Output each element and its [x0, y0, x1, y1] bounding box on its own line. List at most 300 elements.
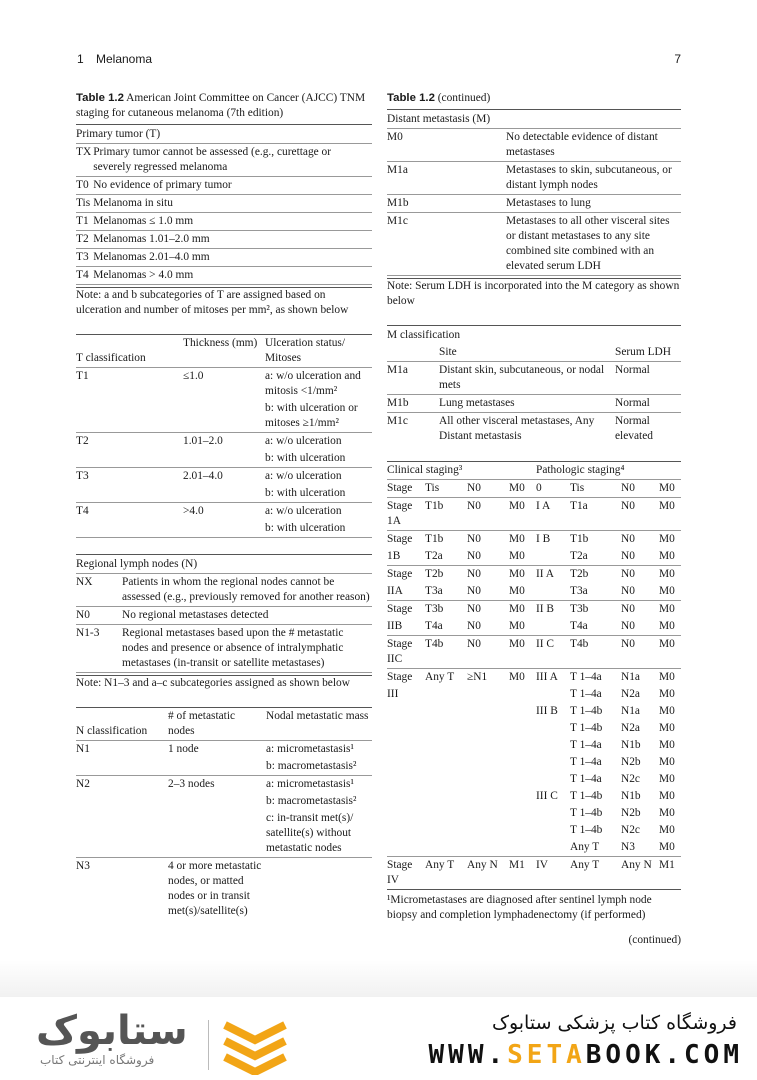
table-row [76, 213, 372, 231]
table-cell: N0 [467, 533, 481, 545]
table-cell: T3b [425, 603, 444, 615]
table-cell: M1a [387, 362, 439, 395]
table-cell: T4b [425, 636, 467, 669]
table-cell [183, 520, 265, 538]
table-cell: b: with ulceration [265, 450, 372, 468]
table-cell [183, 400, 265, 433]
table-cell [76, 793, 168, 810]
table-cell: M0 [509, 583, 536, 601]
note: Note: Serum LDH is incorporated into the M category as shown below [387, 280, 680, 307]
table-row [76, 574, 372, 607]
table-cell: M0 [659, 498, 681, 531]
url-suffix: BOOK.COM [585, 1040, 743, 1070]
table-row [76, 195, 372, 213]
table-cell: Any T [570, 859, 600, 871]
table-cell: b: with ulceration or mitoses ≥1/mm² [265, 400, 372, 433]
table-cell: Normal [615, 362, 681, 395]
table-cell [509, 686, 536, 703]
table-row [387, 720, 681, 737]
table-row [76, 433, 372, 451]
table-cell: Stage [387, 480, 425, 498]
table-cell: M0 [659, 688, 675, 700]
table-cell: M1 [509, 859, 525, 871]
table-cell: T3b [570, 603, 589, 615]
table-cell: T1b [425, 533, 444, 545]
table-cell: M0 [659, 807, 675, 819]
table-cell [387, 822, 425, 839]
table-cell: T2a [425, 548, 467, 566]
table-row [387, 583, 681, 601]
table-cell: NX [76, 574, 122, 607]
table-row [76, 758, 372, 776]
table-cell: b: with ulceration [265, 485, 372, 503]
table-cell: T0 [76, 177, 93, 195]
table-cell [509, 839, 536, 857]
table-cell: N0 [621, 568, 635, 580]
table-cell: III A [536, 671, 558, 683]
table-cell [536, 583, 570, 601]
logo-divider [208, 1020, 209, 1070]
table-cell [76, 810, 168, 858]
table-cell: III [387, 688, 399, 700]
table-cell [467, 805, 509, 822]
table-cell: M0 [659, 618, 681, 636]
table-cell: N0 [621, 533, 635, 545]
table-cell: N2a [621, 688, 640, 700]
table-cell: III C [536, 790, 558, 802]
table-cell: N1b [621, 739, 641, 751]
table-cell: Stage IIC [387, 636, 425, 669]
table-row [387, 669, 681, 687]
table-cell: Any N [467, 859, 498, 871]
table-row [387, 788, 681, 805]
chapter-number: 1 [77, 52, 84, 66]
table-cell: Any T [425, 859, 455, 871]
table-cell [536, 805, 570, 822]
table-cell: 2.01–4.0 [183, 470, 223, 482]
table-cell: No regional metastases detected [122, 607, 372, 625]
table-cell: T 1–4b [570, 722, 603, 734]
table-row [76, 400, 372, 433]
table-cell: a: w/o ulceration [265, 470, 342, 482]
table-cell: M1c [387, 415, 408, 427]
table-cell [387, 737, 425, 754]
table-cell: Stage [387, 533, 413, 545]
table-cell: T4 [76, 505, 89, 517]
table-cell: M0 [659, 603, 675, 615]
table-cell: b: macrometastasis² [266, 795, 357, 807]
table-cell: M0 [659, 839, 681, 857]
table-cell [168, 758, 266, 776]
table-cell: 1 node [168, 743, 199, 755]
table-cell: M0 [659, 824, 675, 836]
table-cell: N0 [621, 636, 659, 669]
section-heading: M classification [387, 329, 461, 341]
table-cell: IV [536, 859, 549, 871]
table-cell [425, 737, 467, 754]
table-cell [183, 485, 265, 503]
table-cell: M0 [509, 618, 536, 636]
table-cell: M0 [659, 533, 675, 545]
table-cell: M0 [659, 583, 681, 601]
table-row [387, 822, 681, 839]
table-cell [467, 839, 509, 857]
table-row [76, 520, 372, 538]
table-cell [425, 686, 467, 703]
table-row [387, 703, 681, 720]
table-cell: Metastases to lung [506, 195, 681, 213]
logo-subtitle: فروشگاه اینترنتی کتاب [40, 1053, 155, 1067]
table-cell [536, 737, 570, 754]
table-cell: Tis [425, 480, 467, 498]
table-caption [387, 91, 681, 106]
table-cell: N1 [76, 743, 90, 755]
table-cell: T4a [425, 618, 467, 636]
table-cell: T1b [425, 498, 467, 531]
table-cell: M1c [387, 213, 506, 276]
table-cell [425, 839, 467, 857]
staging-table [387, 461, 681, 890]
table-cell: M0 [659, 773, 675, 785]
table-row [387, 566, 681, 584]
shop-url[interactable] [429, 1040, 743, 1070]
table-cell: M0 [509, 533, 525, 545]
table-cell [536, 618, 570, 636]
table-cell: N1-3 [76, 625, 122, 673]
table-cell: T 1–4b [570, 807, 603, 819]
table-cell: T2a [570, 548, 621, 566]
table-cell: ≤1.0 [183, 370, 204, 382]
table-cell: ≥N1 [467, 671, 488, 683]
table-cell: T 1–4b [570, 705, 603, 717]
table-row [387, 737, 681, 754]
table-cell: N0 [467, 568, 481, 580]
table-cell [387, 771, 425, 788]
table-cell [536, 548, 570, 566]
column-header: Site [439, 344, 615, 362]
table-cell: T1a [570, 498, 621, 531]
table-row [76, 177, 372, 195]
table-cell: Lung metastases [439, 395, 615, 413]
table-cell: T4b [570, 636, 621, 669]
table-cell: Any T [570, 839, 621, 857]
table-cell: M1 [659, 859, 675, 871]
table-cell: N2b [621, 756, 641, 768]
table-cell: M1a [387, 162, 506, 195]
table-cell: N2a [621, 722, 640, 734]
note: Note: N1–3 and a–c subcategories assigned as shown below [76, 675, 372, 691]
table-cell: T 1–4a [570, 671, 602, 683]
table-row [387, 754, 681, 771]
table-cell: T3 [76, 470, 89, 482]
table-cell [536, 720, 570, 737]
table-cell [467, 771, 509, 788]
section-heading: Primary tumor (T) [76, 125, 372, 144]
table-cell: M0 [659, 568, 675, 580]
table-cell: All other visceral metastases, Any Distant metastasis [439, 415, 595, 442]
table-cell [425, 754, 467, 771]
table-cell: M1b [387, 395, 439, 413]
table-cell: M0 [509, 636, 536, 669]
table-cell: N0 [621, 583, 659, 601]
table-row [387, 805, 681, 822]
table-row [387, 771, 681, 788]
table-cell: M0 [509, 568, 525, 580]
table-cell [425, 805, 467, 822]
table-cell [76, 758, 168, 776]
m-classification-table [387, 325, 681, 445]
pathologic-staging-heading: Pathologic staging⁴ [536, 462, 681, 480]
table-cell: T 1–4a [570, 773, 602, 785]
table-cell: N0 [621, 498, 659, 531]
table-cell [168, 810, 266, 858]
table-cell: Normal [615, 395, 681, 413]
page-number: 7 [674, 52, 681, 66]
table-cell: M0 [659, 480, 681, 498]
table-cell: II C [536, 636, 570, 669]
table-cell: I B [536, 533, 551, 545]
table-cell: T3a [425, 583, 467, 601]
table-cell [509, 754, 536, 771]
table-row [387, 162, 681, 195]
table-cell: N0 [467, 498, 509, 531]
column-header [387, 344, 439, 362]
table-cell: Melanomas > 4.0 mm [93, 267, 372, 285]
table-title: (continued) [437, 92, 491, 104]
url-accent: SETA [507, 1040, 586, 1070]
table-row [387, 362, 681, 395]
table-cell: Melanoma in situ [93, 195, 372, 213]
table-cell: No detectable evidence of distant metastases [506, 129, 681, 162]
table-cell: II A [536, 568, 555, 580]
table-cell: a: w/o ulceration [265, 435, 342, 447]
table-cell: N1a [621, 705, 640, 717]
table-cell: N0 [621, 618, 659, 636]
page-fade [0, 960, 757, 1000]
table-cell: a: w/o ulceration [265, 505, 342, 517]
table-cell: M0 [387, 129, 506, 162]
table-row [76, 231, 372, 249]
table-cell: Melanomas ≤ 1.0 mm [93, 213, 372, 231]
table-row [387, 395, 681, 413]
column-header: N classification [76, 708, 168, 741]
table-cell [536, 839, 570, 857]
table-cell [76, 520, 183, 538]
table-cell: Stage IV [387, 859, 413, 886]
section-heading: Regional lymph nodes (N) [76, 555, 372, 574]
table-cell: M0 [659, 705, 675, 717]
stack-logo-icon [220, 1015, 290, 1075]
table-cell: N0 [621, 548, 659, 566]
table-cell: Stage 1A [387, 498, 425, 531]
table-cell: Patients in whom the regional nodes cannot be assessed (e.g., previously removed for another reason) [122, 574, 372, 607]
table-label: Table 1.2 [76, 92, 124, 104]
table-cell: T4 [76, 267, 93, 285]
table-cell: a: w/o ulceration and mitosis <1/mm² [265, 370, 361, 397]
table-cell [76, 400, 183, 433]
table-row [387, 531, 681, 549]
table-cell: M1b [387, 195, 506, 213]
table-cell [509, 771, 536, 788]
table-cell: Primary tumor cannot be assessed (e.g., curettage or severely regressed melanoma [93, 144, 372, 177]
table-row [387, 636, 681, 669]
table-cell: Stage [387, 568, 413, 580]
table-cell [387, 839, 425, 857]
table-cell: T3 [76, 249, 93, 267]
table-cell [509, 720, 536, 737]
table-cell: N0 [467, 548, 509, 566]
table-cell: M0 [659, 548, 681, 566]
table-cell: T 1–4a [570, 688, 602, 700]
table-cell: N0 [467, 480, 509, 498]
t-classification-table [76, 334, 372, 538]
table-cell [467, 703, 509, 720]
table-cell [467, 822, 509, 839]
table-row [76, 267, 372, 285]
table-row [387, 413, 681, 446]
table-cell: Tis [76, 195, 93, 213]
table-cell: Any T [425, 671, 455, 683]
table-cell: T 1–4b [570, 824, 603, 836]
section-heading: Distant metastasis (M) [387, 110, 681, 129]
column-header: T classification [76, 335, 183, 368]
table-cell [183, 450, 265, 468]
table-row [76, 450, 372, 468]
table-cell [467, 737, 509, 754]
table-cell: a: micrometastasis¹ [266, 778, 354, 790]
table-row [387, 498, 681, 531]
table-cell: T 1–4a [570, 739, 602, 751]
table-cell: Any N [621, 859, 652, 871]
table-row [387, 857, 681, 890]
table-cell: c: in-transit met(s)/ satellite(s) without metastatic nodes [266, 810, 372, 858]
table-cell: b: with ulceration [265, 520, 372, 538]
table-cell: II B [536, 603, 555, 615]
table-cell [536, 771, 570, 788]
table-row [76, 503, 372, 521]
table-cell: Regional metastases based upon the # metastatic nodes and presence or absence of intralymphatic metastases (in-transit or satellite metastases) [122, 625, 372, 673]
table-row [76, 144, 372, 177]
table-cell: T 1–4a [570, 756, 602, 768]
table-cell: N0 [467, 636, 509, 669]
table-cell: T1 [76, 213, 93, 231]
column-header: Ulceration status/ Mitoses [265, 335, 372, 368]
table-row [387, 686, 681, 703]
table-cell: 4 or more metastatic nodes, or matted nodes or in transit met(s)/satellite(s) [168, 860, 262, 917]
table-cell: Normal elevated [615, 415, 653, 442]
table-row [76, 485, 372, 503]
table-cell [536, 822, 570, 839]
table-cell [467, 754, 509, 771]
table-cell: Stage [387, 671, 413, 683]
table-cell [509, 805, 536, 822]
table-cell: b: macrometastasis² [266, 758, 372, 776]
table-cell: N2c [621, 773, 640, 785]
table-cell: M0 [509, 498, 536, 531]
continued-label: (continued) [628, 934, 681, 946]
table-cell: N0 [621, 480, 659, 498]
table-cell [387, 703, 425, 720]
footnote: ¹Micrometastases are diagnosed after sentinel lymph node biopsy and completion lymphadenectomy (if performed) [387, 894, 652, 921]
table-title: American Joint Committee on Cancer (AJCC) TNM staging for cutaneous melanoma (7th edition) [76, 92, 366, 119]
table-cell: IIB [387, 618, 425, 636]
table-cell: T 1–4b [570, 790, 603, 802]
table-cell [509, 788, 536, 805]
table-row [387, 601, 681, 619]
table-cell: T2b [425, 568, 444, 580]
table-cell [425, 771, 467, 788]
table-cell [467, 788, 509, 805]
table-cell: 1B [387, 548, 425, 566]
table-label: Table 1.2 [387, 92, 435, 104]
left-column [76, 91, 372, 920]
table-cell: N0 [467, 603, 481, 615]
table-cell: N3 [621, 839, 659, 857]
primary-tumor-table [76, 124, 372, 285]
table-cell: T3a [570, 583, 621, 601]
table-row [76, 368, 372, 401]
column-header: Nodal metastatic mass [266, 708, 372, 741]
table-cell: 0 [536, 480, 570, 498]
table-cell: TX [76, 144, 93, 177]
table-cell: >4.0 [183, 505, 204, 517]
url-prefix: WWW. [428, 1040, 508, 1070]
table-row [387, 195, 681, 213]
table-cell: N0 [76, 607, 122, 625]
table-cell: N2c [621, 824, 640, 836]
table-cell [509, 737, 536, 754]
table-cell: N1b [621, 790, 641, 802]
chapter-title: Melanoma [96, 52, 153, 66]
table-cell: Melanomas 1.01–2.0 mm [93, 231, 372, 249]
table-cell [536, 686, 570, 703]
table-row [76, 810, 372, 858]
table-cell: N3 [76, 860, 90, 872]
table-row [76, 741, 372, 759]
table-cell: M0 [659, 671, 675, 683]
table-row [387, 129, 681, 162]
table-cell [76, 450, 183, 468]
table-cell [76, 485, 183, 503]
table-cell: T1b [570, 533, 589, 545]
table-cell: M0 [659, 739, 675, 751]
table-cell: N1a [621, 671, 640, 683]
table-cell [425, 703, 467, 720]
table-cell: M0 [509, 603, 525, 615]
table-cell: No evidence of primary tumor [93, 177, 372, 195]
table-row [387, 618, 681, 636]
table-row [387, 548, 681, 566]
table-cell: M0 [659, 756, 675, 768]
table-cell: N2b [621, 807, 641, 819]
table-cell [467, 720, 509, 737]
table-cell: T2 [76, 231, 93, 249]
regional-nodes-table [76, 554, 372, 673]
table-cell [387, 754, 425, 771]
table-row [76, 607, 372, 625]
table-cell: T2b [570, 568, 589, 580]
table-row [76, 625, 372, 673]
table-cell: T4a [570, 618, 621, 636]
table-cell: 1.01–2.0 [183, 435, 223, 447]
table-cell [536, 754, 570, 771]
table-cell [509, 822, 536, 839]
table-cell: M0 [659, 636, 681, 669]
table-cell: Stage [387, 603, 413, 615]
table-cell: IIA [387, 583, 425, 601]
table-cell [387, 788, 425, 805]
table-cell: I A [536, 498, 570, 531]
